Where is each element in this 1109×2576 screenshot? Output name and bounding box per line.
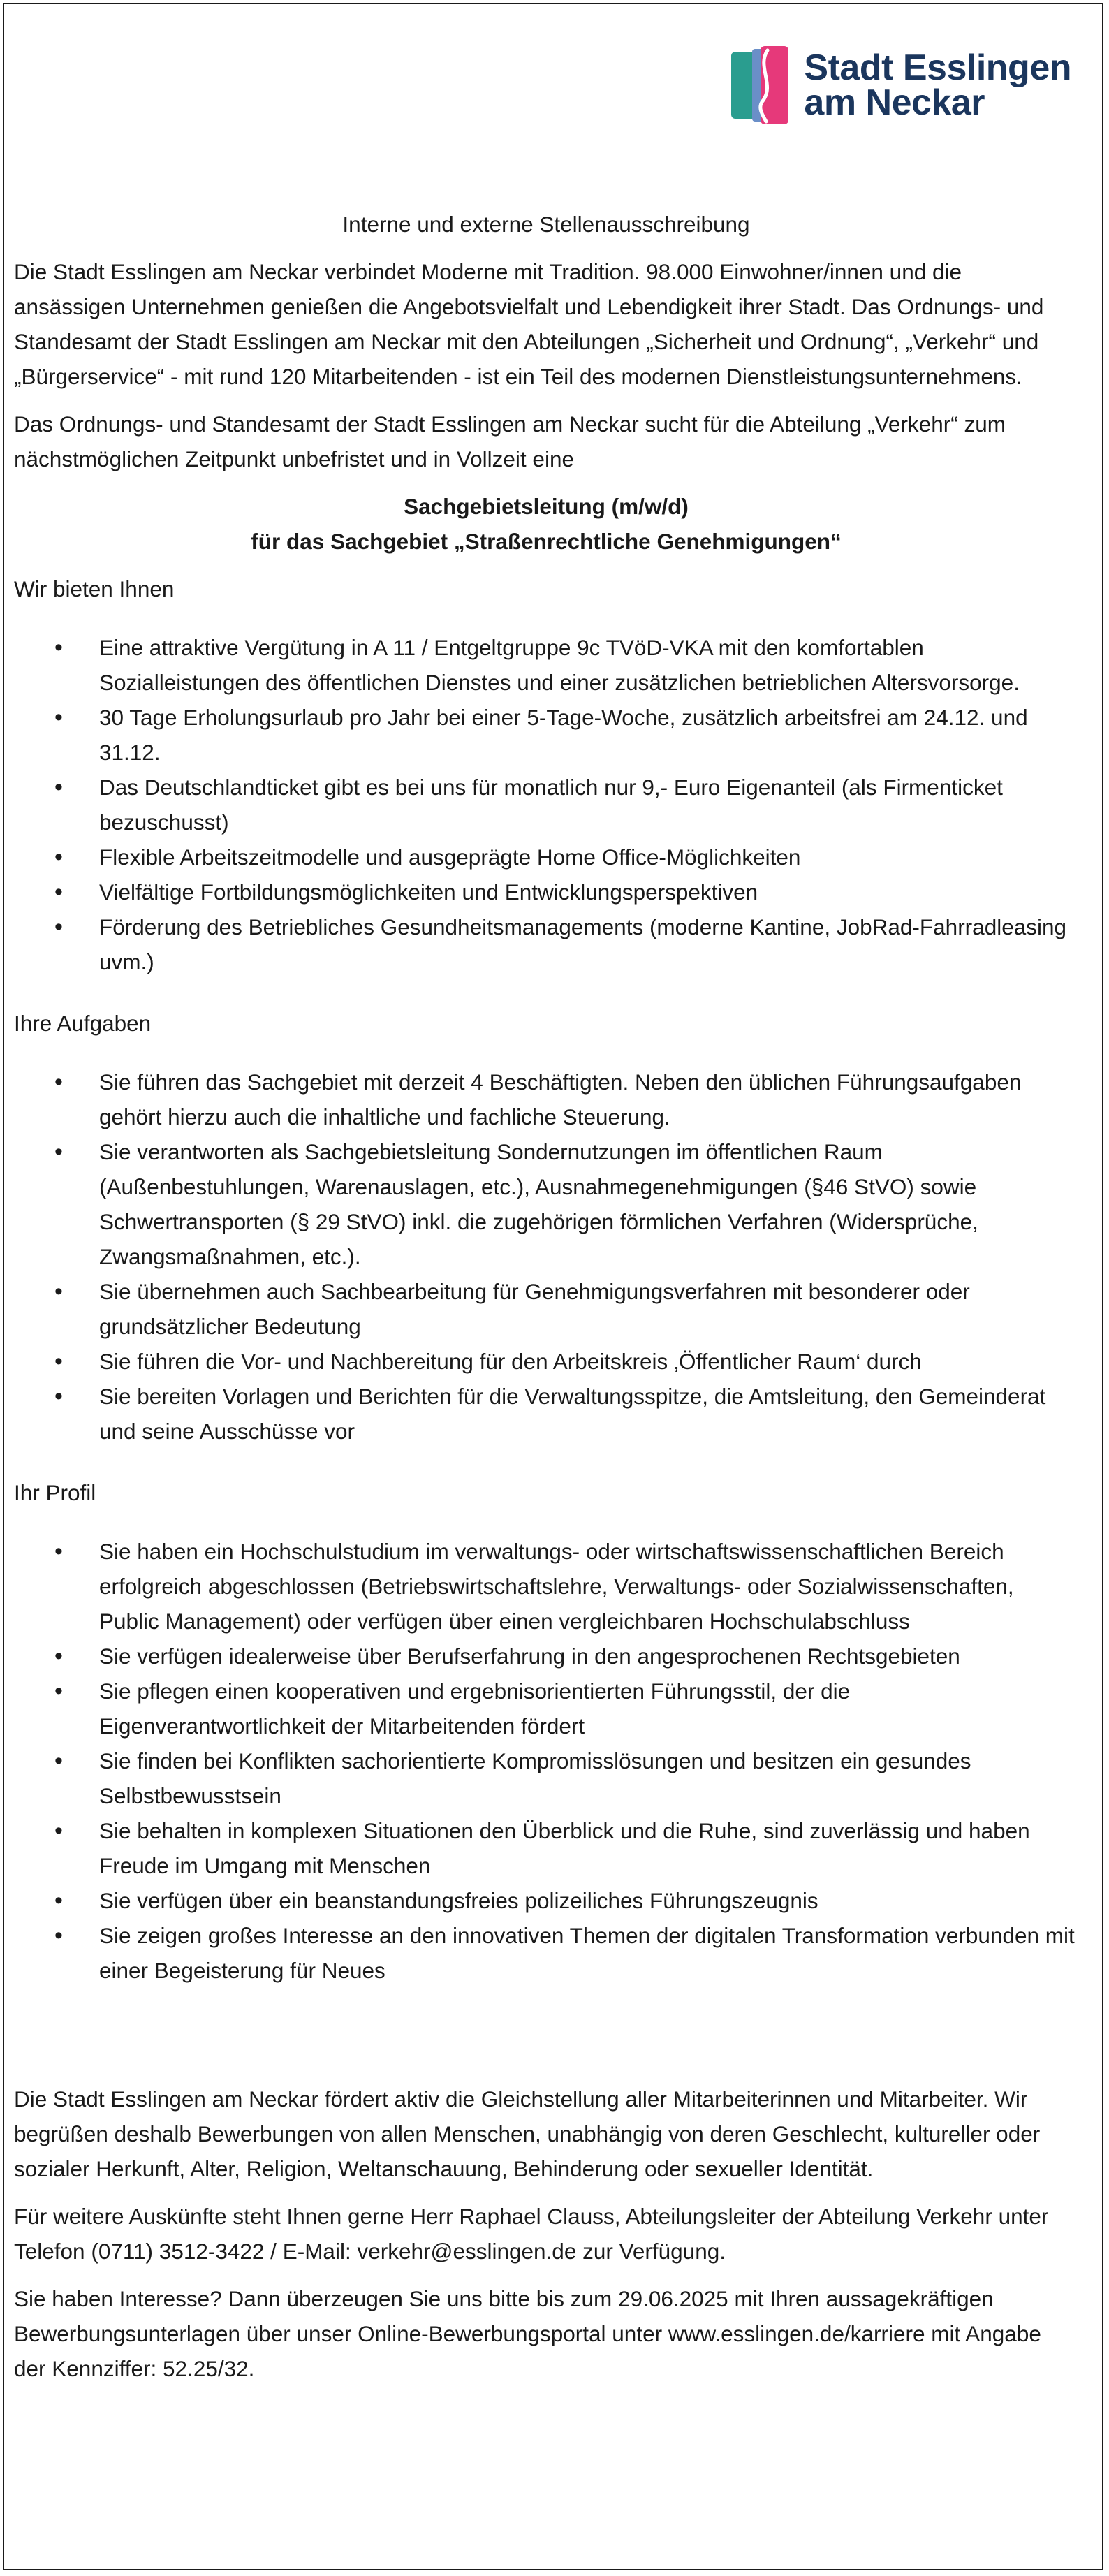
apply-paragraph: Sie haben Interesse? Dann überzeugen Sie uns bitte bis zum 29.06.2025 mit Ihren aussagekräftigen Bewerbungsunterlagen über unser Online-Bewerbungsportal unter www.esslingen.de/karriere mit Angabe der Kennziffer: 52.25/32. <box>14 2286 1041 2381</box>
stadt-esslingen-logo-icon <box>731 46 788 124</box>
logo-line-1: Stadt Esslingen <box>804 47 1071 88</box>
list-item: • Sie finden bei Konflikten sachorientierte Kompromisslösungen und besitzen ein gesundes Selbstbewusstsein <box>14 1743 1078 1813</box>
logo-wordmark <box>804 47 1071 123</box>
equality-paragraph: Die Stadt Esslingen am Neckar fördert aktiv die Gleichstellung aller Mitarbeiterinnen und Mitarbeiter. Wir begrüßen deshalb Bewerbungen von allen Menschen, unabhängig von deren Geschlecht, kultureller oder sozialer Herkunft, Alter, Religion, Weltanschauung, Behinderung oder sexueller Identität. <box>14 2086 1041 2181</box>
posting-content <box>14 207 1078 2399</box>
list-item: • Sie behalten in komplexen Situationen den Überblick und die Ruhe, sind zuverlässig und haben Freude im Umgang mit Menschen <box>14 1813 1078 1883</box>
search-paragraph: Das Ordnungs- und Standesamt der Stadt Esslingen am Neckar sucht für die Abteilung „Verkehr“ zum nächstmöglichen Zeitpunkt unbefristet und in Vollzeit eine <box>14 411 1006 471</box>
list-item: • Sie führen die Vor- und Nachbereitung für den Arbeitskreis ‚Öffentlicher Raum‘ durch <box>14 1344 1078 1379</box>
offer-list <box>14 630 1078 979</box>
section-spacer <box>14 2014 1078 2081</box>
list-item: • Sie haben ein Hochschulstudium im verwaltungs- oder wirtschaftswissenschaftlichen Bereich erfolgreich abgeschlossen (Betriebswirtschaftslehre, Verwaltungs- oder Sozialwissenschaften, Public Management) oder verfügen über einen vergleichbaren Hochschulabschluss <box>14 1534 1078 1639</box>
list-item: • Förderung des Betriebliches Gesundheitsmanagements (moderne Kantine, JobRad-Fahrradleasing uvm.) <box>14 909 1078 979</box>
offer-heading: Wir bieten Ihnen <box>14 576 175 601</box>
profile-list <box>14 1534 1078 1988</box>
intro-paragraph: Die Stadt Esslingen am Neckar verbindet Moderne mit Tradition. 98.000 Einwohner/innen und die ansässigen Unternehmen genießen die Angebotsvielfalt und Lebendigkeit ihrer Stadt. Das Ordnungs- und Standesamt der Stadt Esslingen am Neckar mit den Abteilungen „Sicherheit und Ordnung“, „Verkehr“ und „Bürgerservice“ - mit rund 120 Mitarbeitenden - ist ein Teil des modernen Dienstleistungsunternehmens. <box>14 259 1044 389</box>
list-item: • Sie verfügen idealerweise über Berufserfahrung in den angesprochenen Rechtsgebieten <box>14 1639 1078 1674</box>
tasks-list <box>14 1064 1078 1449</box>
logo-line-2: am Neckar <box>804 82 985 123</box>
list-item: • Sie zeigen großes Interesse an den innovativen Themen der digitalen Transformation verbunden mit einer Begeisterung für Neues <box>14 1918 1078 1988</box>
list-item: • Eine attraktive Vergütung in A 11 / Entgeltgruppe 9c TVöD-VKA mit den komfortablen Sozialleistungen des öffentlichen Dienstes und einer zusätzlichen betrieblichen Altersvorsorge. <box>14 630 1078 700</box>
contact-paragraph: Für weitere Auskünfte steht Ihnen gerne Herr Raphael Clauss, Abteilungsleiter der Abteilung Verkehr unter Telefon (0711) 3512-3422 / E-Mail: verkehr@esslingen.de zur Verfügung. <box>14 2204 1049 2264</box>
list-item: • Sie verfügen über ein beanstandungsfreies polizeiliches Führungszeugnis <box>14 1883 1078 1918</box>
job-posting-page <box>3 3 1103 2570</box>
list-item: • Sie bereiten Vorlagen und Berichten für die Verwaltungsspitze, die Amtsleitung, den Gemeinderat und seine Ausschüsse vor <box>14 1379 1078 1449</box>
list-item: • Sie verantworten als Sachgebietsleitung Sondernutzungen im öffentlichen Raum (Außenbestuhlungen, Warenauslagen, etc.), Ausnahmegenehmigungen (§46 StVO) sowie Schwertransporten (§ 29 StVO) inkl. die zugehörigen förmlichen Verfahren (Widersprüche, Zwangsmaßnahmen, etc.). <box>14 1134 1078 1274</box>
logo <box>731 46 1071 124</box>
position-title-line-1: Sachgebietsleitung (m/w/d) <box>404 494 689 519</box>
list-item: • Vielfältige Fortbildungsmöglichkeiten und Entwicklungsperspektiven <box>14 874 1078 909</box>
tasks-heading: Ihre Aufgaben <box>14 1011 152 1036</box>
profile-heading: Ihr Profil <box>14 1480 96 1505</box>
list-item: • Sie übernehmen auch Sachbearbeitung für Genehmigungsverfahren mit besonderer oder grundsätzlicher Bedeutung <box>14 1274 1078 1344</box>
list-item: • Sie führen das Sachgebiet mit derzeit 4 Beschäftigten. Neben den üblichen Führungsaufgaben gehört hierzu auch die inhaltliche und fachliche Steuerung. <box>14 1064 1078 1134</box>
list-item: • Das Deutschlandticket gibt es bei uns für monatlich nur 9,- Euro Eigenanteil (als Firmenticket bezuschusst) <box>14 770 1078 840</box>
list-item: • 30 Tage Erholungsurlaub pro Jahr bei einer 5-Tage-Woche, zusätzlich arbeitsfrei am 24.12. und 31.12. <box>14 700 1078 770</box>
list-item: • Sie pflegen einen kooperativen und ergebnisorientierten Führungsstil, der die Eigenverantwortlichkeit der Mitarbeitenden fördert <box>14 1674 1078 1743</box>
position-title <box>14 489 1078 559</box>
posting-type-title: Interne und externe Stellenausschreibung <box>342 212 750 237</box>
position-title-line-2: für das Sachgebiet „Straßenrechtliche Genehmigungen“ <box>251 529 842 554</box>
list-item: • Flexible Arbeitszeitmodelle und ausgeprägte Home Office-Möglichkeiten <box>14 840 1078 874</box>
